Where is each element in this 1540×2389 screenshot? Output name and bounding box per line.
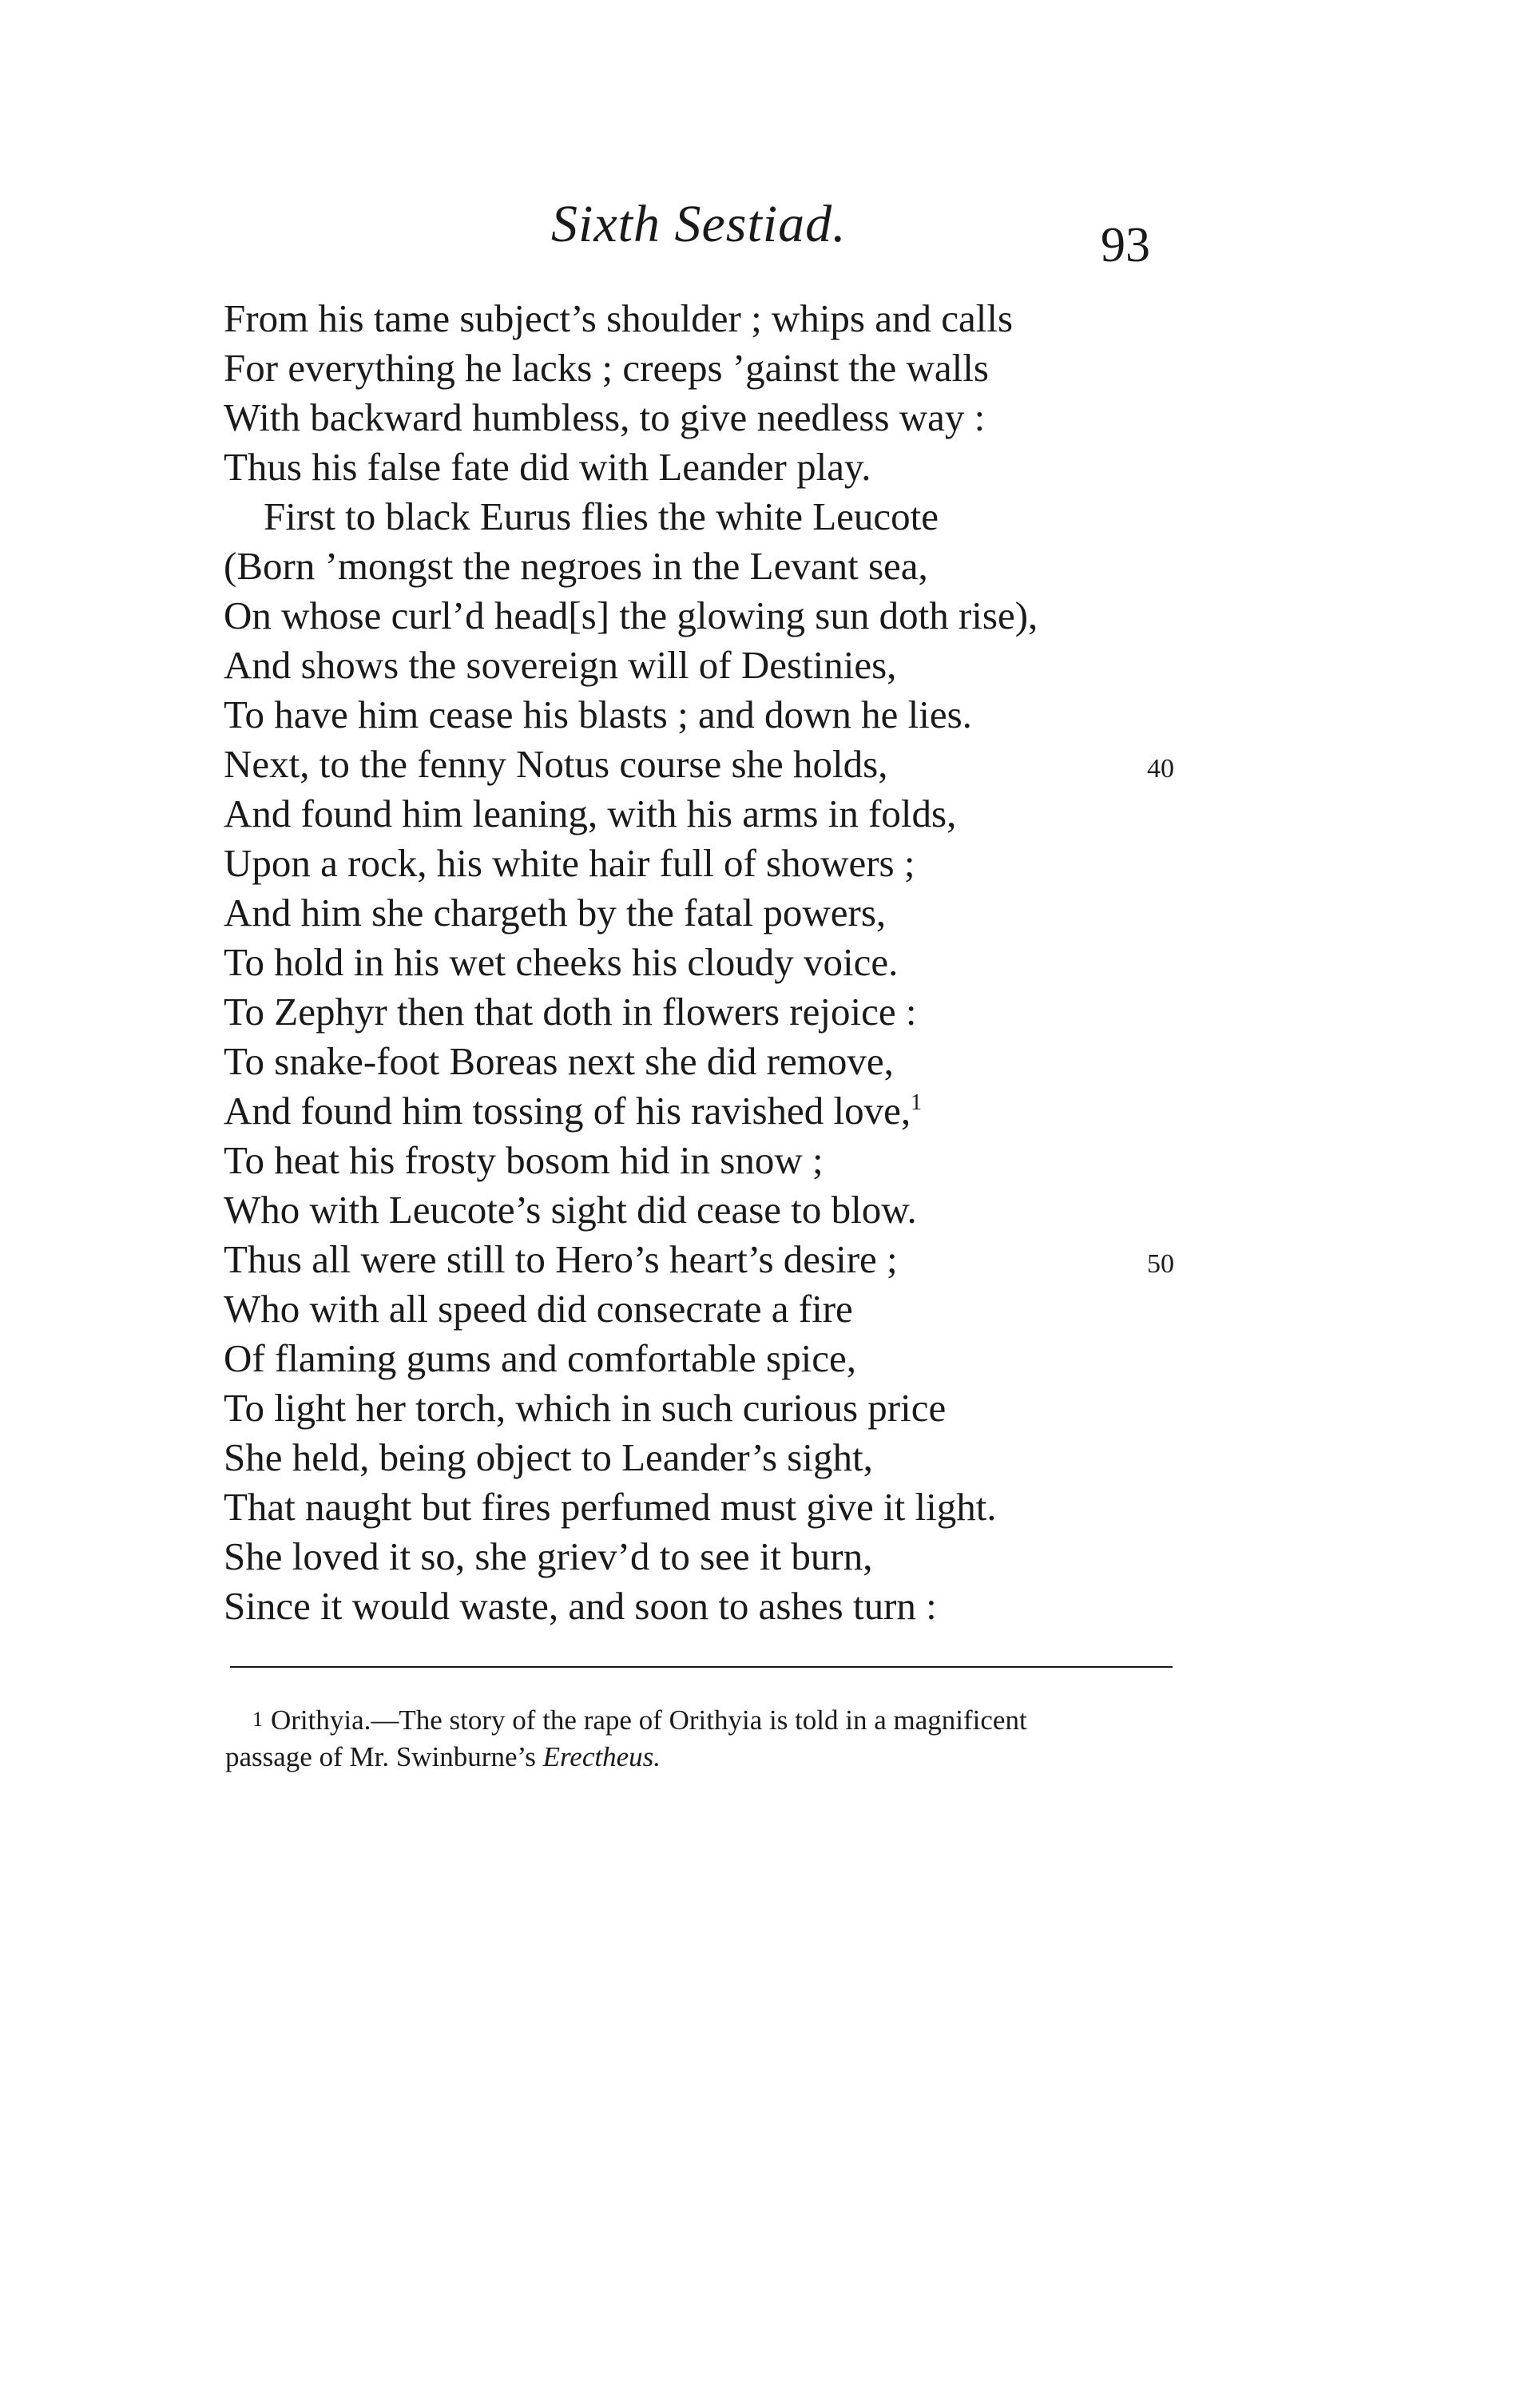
poem-line bbox=[224, 1532, 1342, 1581]
poem-line bbox=[224, 1433, 1342, 1482]
footnote-mark: 1 bbox=[252, 1708, 263, 1731]
footnote-text: passage of Mr. Swinburne’s bbox=[225, 1741, 543, 1772]
poem-line-text: Who with Leucote’s sight did cease to blow. bbox=[224, 1188, 917, 1232]
poem-line-text: That naught but fires perfumed must give it light. bbox=[224, 1485, 997, 1529]
poem-line-text: To Zephyr then that doth in flowers rejoice : bbox=[224, 990, 917, 1034]
poem-line bbox=[224, 1185, 1342, 1235]
poem-line bbox=[224, 987, 1342, 1037]
poem-line bbox=[224, 294, 1342, 343]
poem-line bbox=[224, 690, 1342, 740]
poem-line-text: To light her torch, which in such curious price bbox=[224, 1386, 947, 1430]
line-number-50: 50 bbox=[1147, 1249, 1174, 1279]
poem-line-text: She held, being object to Leander’s sight, bbox=[224, 1435, 873, 1479]
poem-line bbox=[224, 492, 1342, 542]
poem-line-text: Upon a rock, his white hair full of showers ; bbox=[224, 841, 915, 885]
poem-line bbox=[224, 1581, 1342, 1631]
poem-line bbox=[224, 1482, 1342, 1532]
poem-line-text: And him she chargeth by the fatal powers, bbox=[224, 891, 887, 935]
poem-line bbox=[224, 442, 1342, 492]
footnote-reference: 1 bbox=[911, 1090, 923, 1115]
poem-line-text: She loved it so, she griev’d to see it burn, bbox=[224, 1534, 873, 1578]
poem-line-text: To snake-foot Boreas next she did remove, bbox=[224, 1039, 894, 1083]
poem-line bbox=[224, 1136, 1342, 1185]
poem-line-text: And found him leaning, with his arms in folds, bbox=[224, 792, 957, 835]
poem-line-text: (Born ’mongst the negroes in the Levant sea, bbox=[224, 544, 928, 588]
poem-line bbox=[224, 1334, 1342, 1383]
footnote-line bbox=[225, 1701, 1184, 1739]
poem-line-text: With backward humbless, to give needless way : bbox=[224, 395, 986, 439]
poem-line-text: Thus all were still to Hero’s heart’s desire ; bbox=[224, 1237, 898, 1281]
footnote bbox=[225, 1701, 1184, 1776]
poem-line-text: Since it would waste, and soon to ashes turn : bbox=[224, 1584, 937, 1628]
poem-line-text: To have him cease his blasts ; and down he lies. bbox=[224, 692, 972, 736]
poem-line bbox=[224, 839, 1342, 888]
page-number: 93 bbox=[1101, 218, 1150, 272]
poem-line-text: On whose curl’d head[s] the glowing sun doth rise), bbox=[224, 593, 1038, 637]
poem-line-text: Thus his false fate did with Leander play. bbox=[224, 445, 871, 489]
poem-line bbox=[224, 343, 1342, 393]
poem-line bbox=[224, 641, 1342, 690]
poem-text bbox=[224, 294, 1342, 1631]
poem-line bbox=[224, 591, 1342, 641]
poem-line bbox=[224, 1086, 1342, 1136]
poem-line-text: For everything he lacks ; creeps ’gainst the walls bbox=[224, 346, 989, 390]
poem-line bbox=[224, 740, 1342, 789]
poem-line-text: Of flaming gums and comfortable spice, bbox=[224, 1336, 856, 1380]
poem-line-text: Who with all speed did consecrate a fire bbox=[224, 1287, 853, 1331]
poem-line-text: And found him tossing of his ravished love, bbox=[224, 1089, 911, 1133]
poem-line-text: To hold in his wet cheeks his cloudy voice. bbox=[224, 940, 899, 984]
poem-line bbox=[224, 1235, 1342, 1284]
poem-line-text: Next, to the fenny Notus course she holds, bbox=[224, 742, 888, 786]
footnote-text: —The story of the rape of Orithyia is told in a magnificent bbox=[371, 1704, 1027, 1736]
poem-line bbox=[224, 1037, 1342, 1086]
poem-line bbox=[224, 938, 1342, 987]
poem-line bbox=[224, 1284, 1342, 1334]
poem-line bbox=[224, 542, 1342, 591]
poem-line-text: First to black Eurus flies the white Leucote bbox=[264, 494, 939, 538]
footnote-divider bbox=[230, 1666, 1173, 1668]
poem-line-text: To heat his frosty bosom hid in snow ; bbox=[224, 1138, 824, 1182]
poem-line bbox=[224, 393, 1342, 442]
footnote-line bbox=[225, 1739, 1184, 1776]
poem-line-text: From his tame subject’s shoulder ; whips and calls bbox=[224, 296, 1014, 340]
line-number-40: 40 bbox=[1147, 754, 1174, 784]
footnote-work-title: Erectheus. bbox=[542, 1741, 661, 1772]
poem-line bbox=[224, 888, 1342, 938]
running-title: Sixth Sestiad. bbox=[551, 195, 847, 253]
poem-line bbox=[224, 1383, 1342, 1433]
footnote-term: Orithyia. bbox=[271, 1704, 371, 1736]
poem-line bbox=[224, 789, 1342, 839]
poem-line-text: And shows the sovereign will of Destinies, bbox=[224, 643, 897, 687]
